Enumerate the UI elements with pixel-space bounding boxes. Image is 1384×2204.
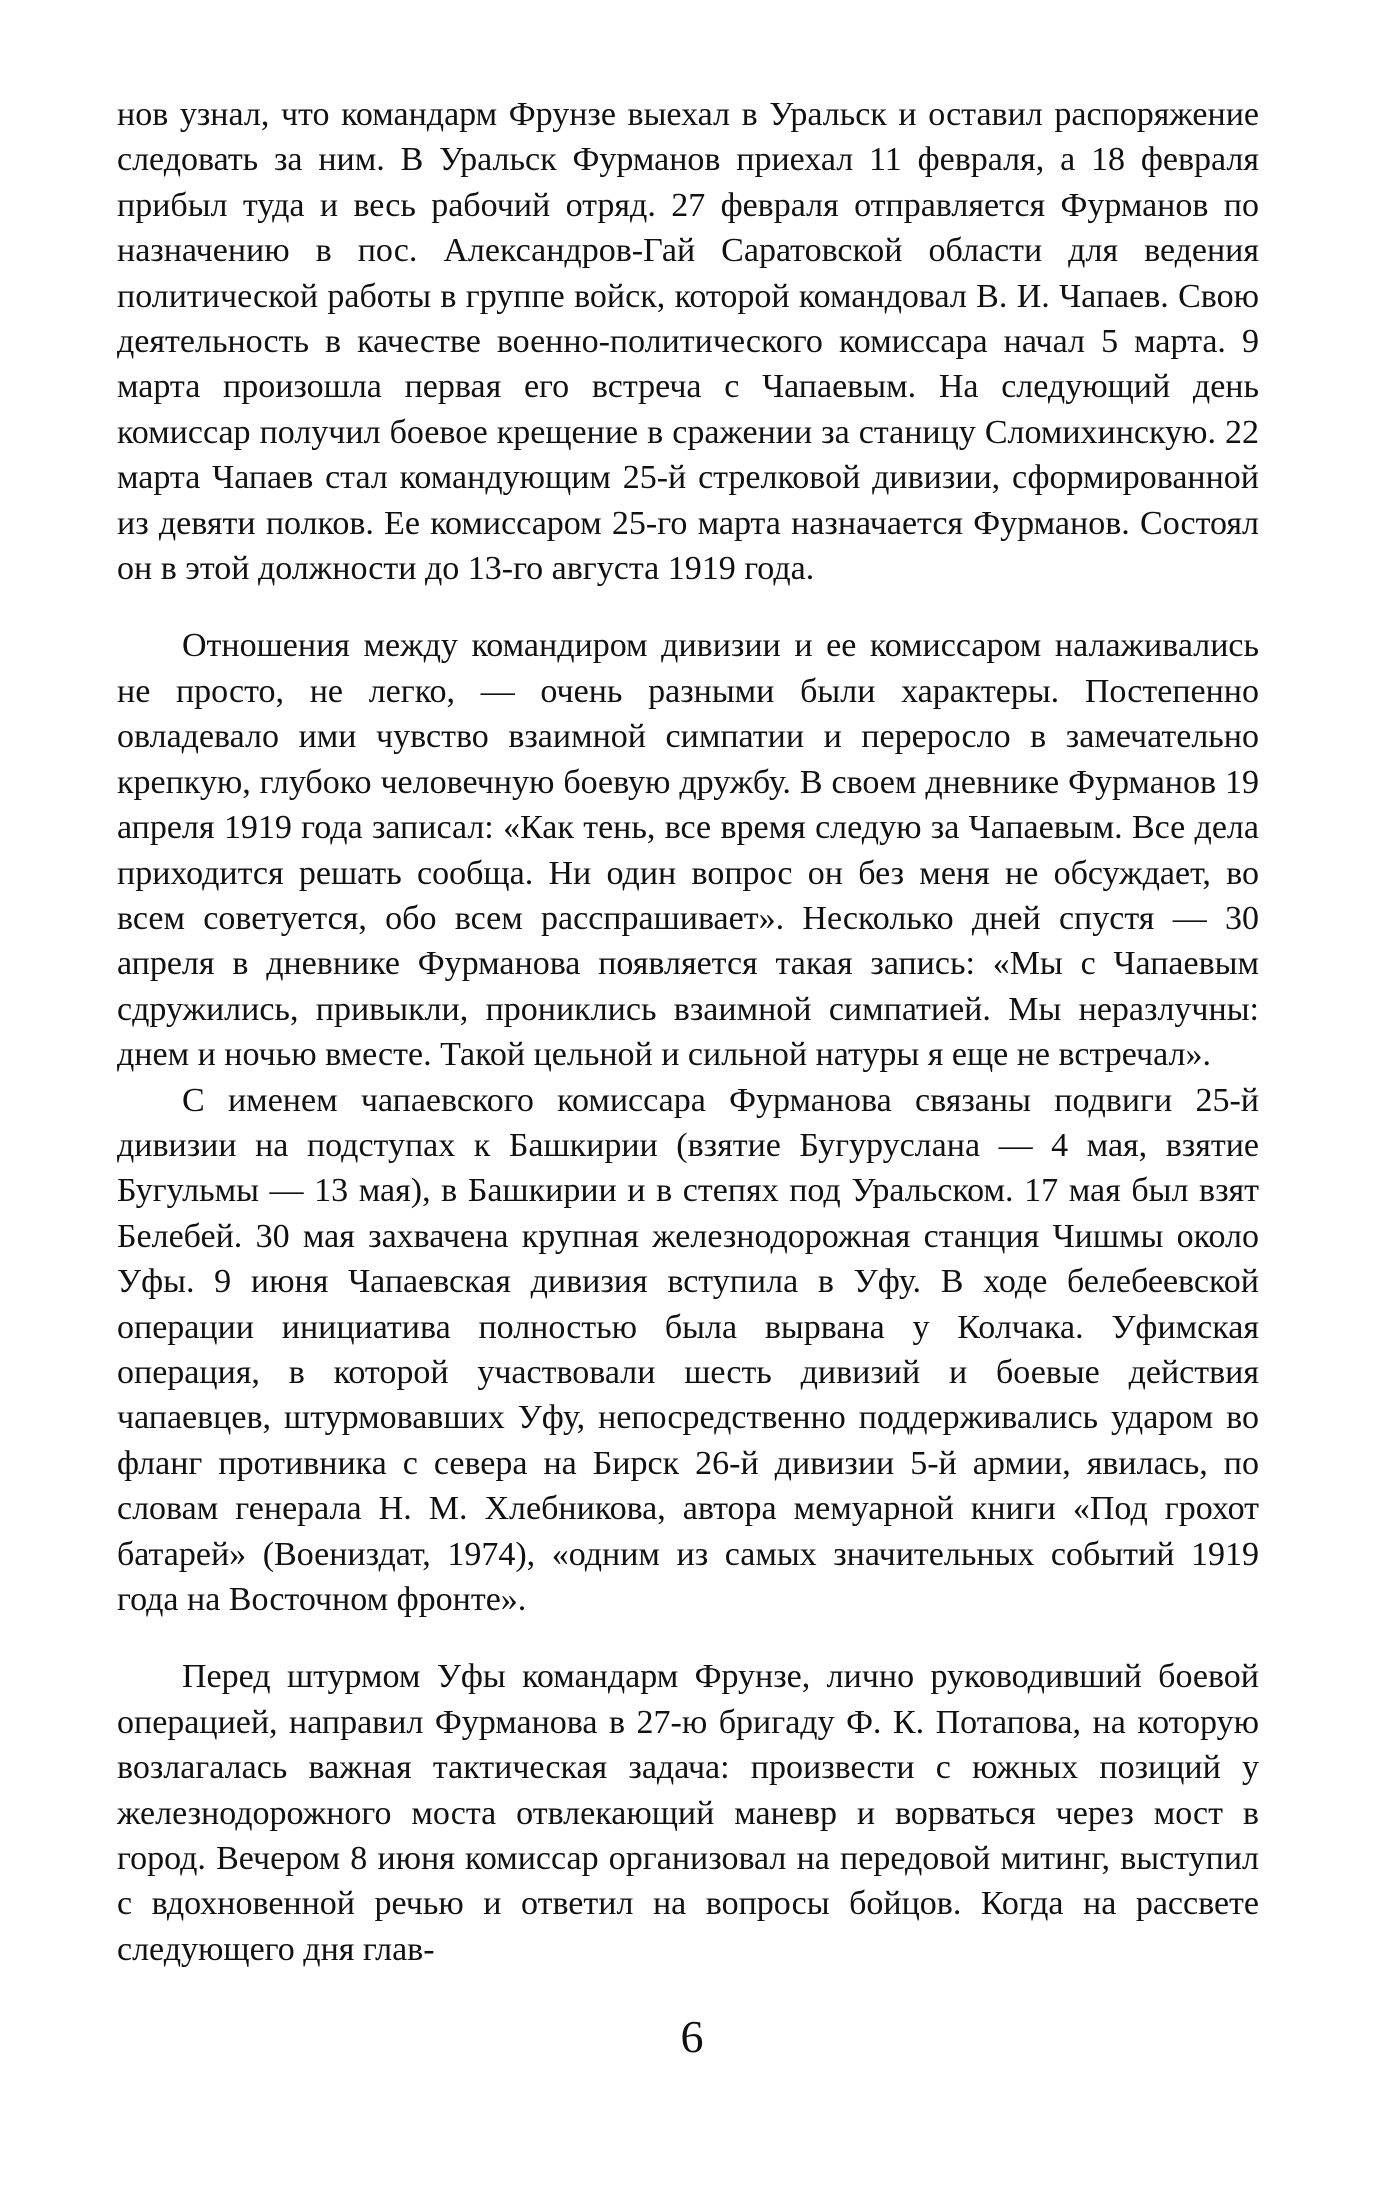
paragraph-1: нов узнал, что командарм Фрунзе выехал в Уральск и оставил распоряжение следовать за ним. В Уральск Фурманов приехал 11 февраля, а 18 февраля прибыл туда и весь рабочий отряд. 27 февраля отправляется Фурманов по назначению в пос. Александров-Гай Саратовской области для ведения политической работы в группе войск, которой командовал В. И. Чапаев. Свою деятельность в качестве военно-политического комиссара начал 5 марта. 9 марта произошла первая его встреча с Чапаевым. На следующий день комиссар получил боевое крещение в сражении за станицу Сломихинскую. 22 марта Чапаев стал командующим 25-й стрелковой дивизии, сформированной из девяти полков. Ее комиссаром 25-го марта назначается Фурманов. Состоял он в этой должности до 13-го августа 1919 года.	[117, 96, 1259, 588]
page-number: 6	[680, 2011, 704, 2062]
page-body	[117, 92, 1259, 1972]
paragraph-2: Отношения между командиром дивизии и ее комиссаром налаживались не просто, не легко, — очень разными были характеры. Постепенно овладевало ими чувство взаимной симпатии и переросло в замечательно крепкую, глубоко человечную боевую дружбу. В своем дневнике Фурманов 19 апреля 1919 года записал: «Как тень, все время следую за Чапаевым. Все дела приходится решать сообща. Ни один вопрос он без меня не обсуждает, во всем советуется, обо всем расспрашивает». Несколько дней спустя — 30 апреля в дневнике Фурманова появляется такая запись: «Мы с Чапаевым сдружились, привыкли, прониклись взаимной симпатией. Мы неразлучны: днем и ночью вместе. Такой цельной и сильной натуры я еще не встречал».	[117, 627, 1259, 1074]
paragraph-4: Перед штурмом Уфы командарм Фрунзе, лично руководивший боевой операцией, направил Фурманова в 27-ю бригаду Ф. К. Потапова, на которую возлагалась важная тактическая задача: произвести с южных позиций у железнодорожного моста отвлекающий маневр и ворваться через мост в город. Вечером 8 июня комиссар организовал на передовой митинг, выступил с вдохновенной речью и ответил на вопросы бойцов. Когда на рассвете следующего дня глав-	[117, 1658, 1259, 1968]
paragraph-3: С именем чапаевского комиссара Фурманова связаны подвиги 25-й дивизии на подступах к Башкирии (взятие Бугуруслана — 4 мая, взятие Бугульмы — 13 мая), в Башкирии и в степях под Уральском. 17 мая был взят Белебей. 30 мая захвачена крупная железнодорожная станция Чишмы около Уфы. 9 июня Чапаевская дивизия вступила в Уфу. В ходе белебеевской операции инициатива полностью была вырвана у Колчака. Уфимская операция, в которой участвовали шесть дивизий и боевые действия чапаевцев, штурмовавших Уфу, непосредственно поддерживались ударом во фланг противника с севера на Бирск 26-й дивизии 5-й армии, явилась, по словам генерала Н. М. Хлебникова, автора мемуарной книги «Под грохот батарей» (Воениздат, 1974), «одним из самых значительных событий 1919 года на Восточном фронте».	[117, 1081, 1259, 1618]
